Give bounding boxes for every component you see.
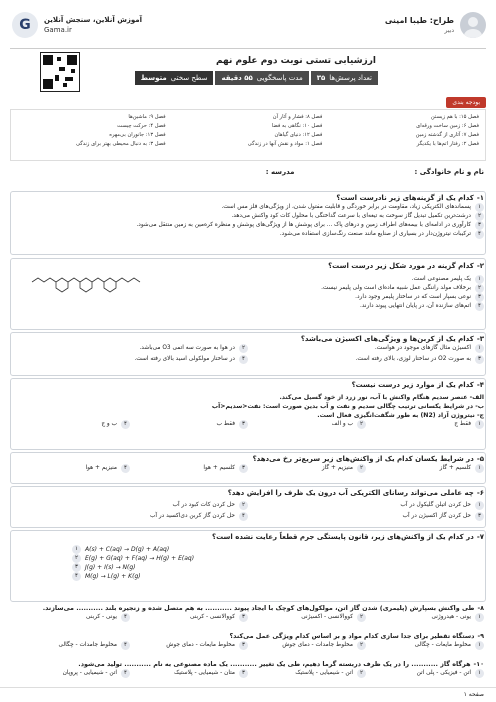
- header: [0, 12, 496, 44]
- question-text: کدام یک از موارد زیر درست نیست؟: [351, 381, 474, 389]
- option[interactable]: ۱ فقط ج: [366, 420, 484, 429]
- question-text: طی واکنش بسپارش (پلیمری) شدن گاز اتن، مولکول‌های کوچک با ایجاد پیوند ........... به هم متصل شده و زنجیره بلند ........... می‌سازند.: [42, 604, 475, 612]
- option[interactable]: ۴ ب و ج: [12, 420, 130, 429]
- topic-item: فصل ۱۵: با هم زیستن: [430, 114, 479, 120]
- question-5: ۵-در شرایط یکسان کدام یک از واکنش‌های زیر سریع‌تر رخ می‌دهد؟ ۱ کلسیم + گاز ۲ منیزیم + گاز ۳ کلسیم + هوا ۴ منیزیم + هوا: [12, 455, 484, 473]
- option[interactable]: ۳ مخلوط مایعات - دمای جوش: [130, 641, 248, 650]
- question-10: ۱۰-هرگاه گاز ........... را در یک ظرف دربسته گرما دهیم، طی یک تغییر ........... یک ماده مصنوعی به نام ........... تولید می‌شود. ۱ اتن - فیزیکی - پلی اتن ۲ اتن - شیمیایی - پلاستیک ۳ متان - شیمیایی - پلاستیک ۴ اتن - شیمیایی - پروپان: [12, 660, 484, 678]
- question-text: کدام یک از گزینه‌های زیر نادرست است؟: [336, 194, 474, 202]
- question-text: کدام گزینه در مورد شکل زیر درست است؟: [328, 262, 474, 270]
- brand-block: [12, 12, 142, 38]
- statement-c: ج- نیتروژن آزاد (N2) به طور شگفت‌انگیزی فعال است.: [317, 412, 484, 419]
- option[interactable]: ۴ مخلوط جامدات - چگالی: [12, 641, 130, 650]
- topic-item: فصل ۹: ماشین‌ها: [128, 114, 166, 120]
- topic-item: فصل ۴: حرکت چیست: [117, 123, 166, 129]
- option[interactable]: ۱ مخلوط مایعات - چگالی: [366, 641, 484, 650]
- option[interactable]: ۲ مخلوط جامدات - دمای جوش: [248, 641, 366, 650]
- option[interactable]: ۲ برخلاف مولد راننگی عمل شبیه ماده‌ای است ولی پلیمر نیست.: [184, 284, 484, 293]
- name-label: نام و نام خانوادگی :: [414, 168, 484, 176]
- option[interactable]: ۱ یونی - هیدروژنی: [366, 613, 484, 622]
- option[interactable]: ۱ پسماندهای الکتریکی زیاد، مقاومت در برابر خوردگی و قابلیت مفتول شدن، از ویژگی‌های فلز مس است.: [12, 203, 484, 212]
- option[interactable]: ۱ اکسیژن مثال گازهای موجود در هواست.: [248, 344, 484, 353]
- question-8: ۸-طی واکنش بسپارش (پلیمری) شدن گاز اتن، مولکول‌های کوچک با ایجاد پیوند ........... به هم متصل شده و زنجیره بلند ........... می‌سازند. ۱ یونی - هیدروژنی ۲ کووالانسی - اکسیژنی ۳ کووالانسی - کربنی ۴ یونی - کربنی: [12, 604, 484, 622]
- option[interactable]: ۳ به صورت O2 در ساختار لوزی، بالای رفته است.: [248, 355, 484, 364]
- question-text: در شرایط یکسان کدام یک از واکنش‌های زیر سریع‌تر رخ می‌دهد؟: [252, 455, 474, 463]
- designer-name: طراح: طیبا امینی: [384, 16, 454, 25]
- topic-item: فصل ۲: رفتار اتم‌ها با یکدیگر: [416, 141, 479, 147]
- topic-item: فصل ۱۰: نگاهی به فضا: [271, 123, 323, 129]
- student-info-row: [12, 168, 484, 176]
- statement-b: ب- در شرایط یکسانی ترتیب چگالی سدیم و نفت و آب بدین صورت است: نفت<سدیم<آب: [211, 403, 484, 410]
- option[interactable]: ۱ حل کردن اتیلن گلیکول در آب: [248, 501, 484, 510]
- option[interactable]: ۴ اتن - شیمیایی - پروپان: [12, 669, 130, 678]
- question-6: ۶-چه عاملی می‌تواند رسانای الکتریکی آب درون یک ظرف را افزایش دهد؟ ۱ حل کردن اتیلن گلیکول در آب ۲ حل کردن کات کبود در آب ۳ حل کردن گاز اکسیژن در آب ۴ حل کردن گاز کربن دی‌اکسید در آب: [12, 489, 484, 521]
- badge-count: تعداد پرسش‌ها ۳۵: [311, 71, 378, 85]
- topic-item: فصل ۳: به دنبال محیطی بهتر برای زندگی: [75, 141, 166, 147]
- question-text: کدام یک از کربن‌ها و ویژگی‌های اکسیژن می‌باشد؟: [300, 335, 474, 343]
- question-text: دستگاه تقطیر برای جدا سازی کدام مواد و بر اساس کدام ویژگی عمل می‌کند؟: [229, 632, 475, 640]
- topics-label: بودجه بندی: [446, 97, 486, 108]
- option[interactable]: ۳ متان - شیمیایی - پلاستیک: [130, 669, 248, 678]
- footer: [0, 687, 496, 702]
- brand-url[interactable]: Gama.ir: [44, 26, 72, 34]
- option[interactable]: ۲ اتن - شیمیایی - پلاستیک: [248, 669, 366, 678]
- option[interactable]: ۴ در ساختار مولکولی اسید بالای رفته است.: [12, 355, 248, 364]
- option[interactable]: ۱ یک پلیمر مصنوعی است.: [184, 275, 484, 284]
- option[interactable]: ۳ کووالانسی - کربنی: [130, 613, 248, 622]
- question-3: ۳-کدام یک از کربن‌ها و ویژگی‌های اکسیژن می‌باشد؟ ۱ اکسیژن مثال گازهای موجود در هواست. ۲ در هوا به صورت سه اتمی O3 می‌باشد. ۳ به صورت O2 در ساختار لوزی، بالای رفته است. ۴ در ساختار مولکولی اسید بالای رفته است.: [12, 335, 484, 364]
- option[interactable]: ۳ کارآوری در ادامه‌ای با بیمه‌های اطراف زمین و درهای پاک ... برای پوشش ها از ویژگی‌های پوشش و منظره کره‌مین به زمین منتقل می‌شود.: [12, 221, 484, 230]
- question-text: چه عاملی می‌تواند رسانای الکتریکی آب درون یک ظرف را افزایش دهد؟: [227, 489, 474, 497]
- page-number: صفحه ۱: [463, 691, 484, 698]
- option[interactable]: ۴ اتم‌های سازنده آن، در پایان انتهایی پیوند دارند.: [184, 302, 484, 311]
- qr-code-icon: [40, 52, 80, 92]
- topics-box: [10, 109, 486, 161]
- question-1: ۱-کدام یک از گزینه‌های زیر نادرست است؟ ۱ پسماندهای الکتریکی زیاد، مقاومت در برابر خوردگی و قابلیت مفتول شدن، از ویژگی‌های فلز مس است. ۲ درشت‌ترین تکمیل تبدیل گاز سوخت به تیغه‌ای با سرعت گداختگی با محلول کات کود واکنش می‌دهد. ۳ کارآوری در ادامه‌ای با بیمه‌های اطراف زمین و درهای پاک ... برای پوشش ها از ویژگی‌های پوشش و منظره کره‌مین به زمین منتقل می‌شود. ۴ ترکیبات نیتروژن‌دار در بسیاری از صنایع مانند صنعت رنگ‌سازی استفاده می‌شود.: [12, 194, 484, 239]
- avatar: [460, 12, 486, 38]
- option[interactable]: ۳ J(g) + I(s) → N(g): [72, 563, 272, 572]
- option[interactable]: ۳ فقط ب: [130, 420, 248, 429]
- option[interactable]: ۲ در هوا به صورت سه اتمی O3 می‌باشد.: [12, 344, 248, 353]
- topic-item: فصل ۱۲: دنیای گیاهان: [274, 132, 323, 138]
- option[interactable]: ۳ نوعی بسپار است که در ساختار پلیمر وجود دارد.: [184, 293, 484, 302]
- school-label: مدرسه :: [265, 168, 295, 176]
- divider: [10, 48, 486, 49]
- brand-title: آموزش آنلاین، سنجش آنلاین: [44, 16, 143, 24]
- option[interactable]: ۲ منیزیم + گاز: [248, 464, 366, 473]
- statement-a: الف- عنصر سدیم هنگام واکنش با آب، نور زرد از خود گسیل می‌کند.: [279, 394, 484, 401]
- question-text: در کدام یک از واکنش‌های زیر، قانون پایستگی جرم قطعاً رعایت نشده است؟: [212, 533, 474, 541]
- designer-block: [385, 12, 486, 38]
- option[interactable]: ۴ ترکیبات نیتروژن‌دار در بسیاری از صنایع مانند صنعت رنگ‌سازی استفاده می‌شود.: [12, 230, 484, 239]
- exam-title: ارزشیابی تستی نوبت دوم علوم نهم: [216, 56, 376, 66]
- option[interactable]: ۴ یونی - کربنی: [12, 613, 130, 622]
- option[interactable]: ۲ درشت‌ترین تکمیل تبدیل گاز سوخت به تیغه‌ای با سرعت گداختگی با محلول کات کود واکنش می‌دهد.: [12, 212, 484, 221]
- topic-item: فصل ۱: مواد و نقش آنها در زندگی: [247, 141, 323, 147]
- option[interactable]: ۳ کلسیم + هوا: [130, 464, 248, 473]
- option[interactable]: ۲ حل کردن کات کبود در آب: [12, 501, 248, 510]
- exam-badges: [135, 71, 378, 85]
- badge-duration: مدت پاسخگویی ۵۵ دقیقه: [215, 71, 308, 85]
- brand-logo-icon: G: [12, 12, 38, 38]
- question-7: ۷-در کدام یک از واکنش‌های زیر، قانون پایستگی جرم قطعاً رعایت نشده است؟ ۱ A(s) + C(aq) → D(g) + A(aq) ۲ E(g) + G(aq) + F(aq) → H(g) + E(aq) ۳ J(g) + I(s) → N(g) ۴ M(g) → L(g) + K(g): [12, 533, 484, 542]
- option[interactable]: ۱ اتن - فیزیکی - پلی اتن: [366, 669, 484, 678]
- option[interactable]: ۴ M(g) → L(g) + K(g): [72, 572, 272, 581]
- topic-item: فصل ۸: فشار و آثار آن: [272, 114, 323, 120]
- badge-difficulty: سطح سختی متوسط: [135, 71, 214, 85]
- option[interactable]: ۲ ب و الف: [248, 420, 366, 429]
- molecule-structure-icon: [28, 262, 148, 302]
- topic-item: فصل ۶: زمین ساخت ورقه‌ای: [416, 123, 479, 129]
- option[interactable]: ۱ A(s) + C(aq) → D(g) + A(aq): [72, 545, 272, 554]
- topic-item: فصل ۷: آثاری از گذشته زمین: [415, 132, 479, 138]
- question-4: ۴-کدام یک از موارد زیر درست نیست؟ الف- عنصر سدیم هنگام واکنش با آب، نور زرد از خود گسیل می‌کند. ب- در شرایط یکسانی ترتیب چگالی سدیم و نفت و آب بدین صورت است: نفت<سدیم<آب ج- نیتروژن آزاد (N2) به طور شگفت‌انگیزی فعال است. ۱ فقط ج ۲ ب و الف ۳ فقط ب ۴ ب و ج: [12, 381, 484, 429]
- question-text: هرگاه گاز ........... را در یک ظرف دربسته گرما دهیم، طی یک تغییر ........... یک ماده مصنوعی به نام ........... تولید می‌شود.: [78, 660, 471, 668]
- option[interactable]: ۲ E(g) + G(aq) + F(aq) → H(g) + E(aq): [72, 554, 272, 563]
- option[interactable]: ۴ منیزیم + هوا: [12, 464, 130, 473]
- option[interactable]: ۴ حل کردن گاز کربن دی‌اکسید در آب: [12, 512, 248, 521]
- question-9: ۹-دستگاه تقطیر برای جدا سازی کدام مواد و بر اساس کدام ویژگی عمل می‌کند؟ ۱ مخلوط مایعات - چگالی ۲ مخلوط جامدات - دمای جوش ۳ مخلوط مایعات - دمای جوش ۴ مخلوط جامدات - چگالی: [12, 632, 484, 650]
- topic-item: فصل ۱۳: جانوران بی‌مهره: [109, 132, 166, 138]
- option[interactable]: ۲ کووالانسی - اکسیژنی: [248, 613, 366, 622]
- option[interactable]: ۳ حل کردن گاز اکسیژن در آب: [248, 512, 484, 521]
- question-2: ۲-کدام گزینه در مورد شکل زیر درست است؟ ۱ یک پلیمر مصنوعی است. ۲ برخلاف مولد راننگی عمل شبیه ماده‌ای است ولی پلیمر نیست. ۳ نوعی بسپار است که در ساختار پلیمر وجود دارد. ۴ اتم‌های سازنده آن، در پایان انتهایی پیوند دارند.: [12, 262, 484, 311]
- option[interactable]: ۱ کلسیم + گاز: [366, 464, 484, 473]
- designer-role: دبیر: [444, 27, 454, 34]
